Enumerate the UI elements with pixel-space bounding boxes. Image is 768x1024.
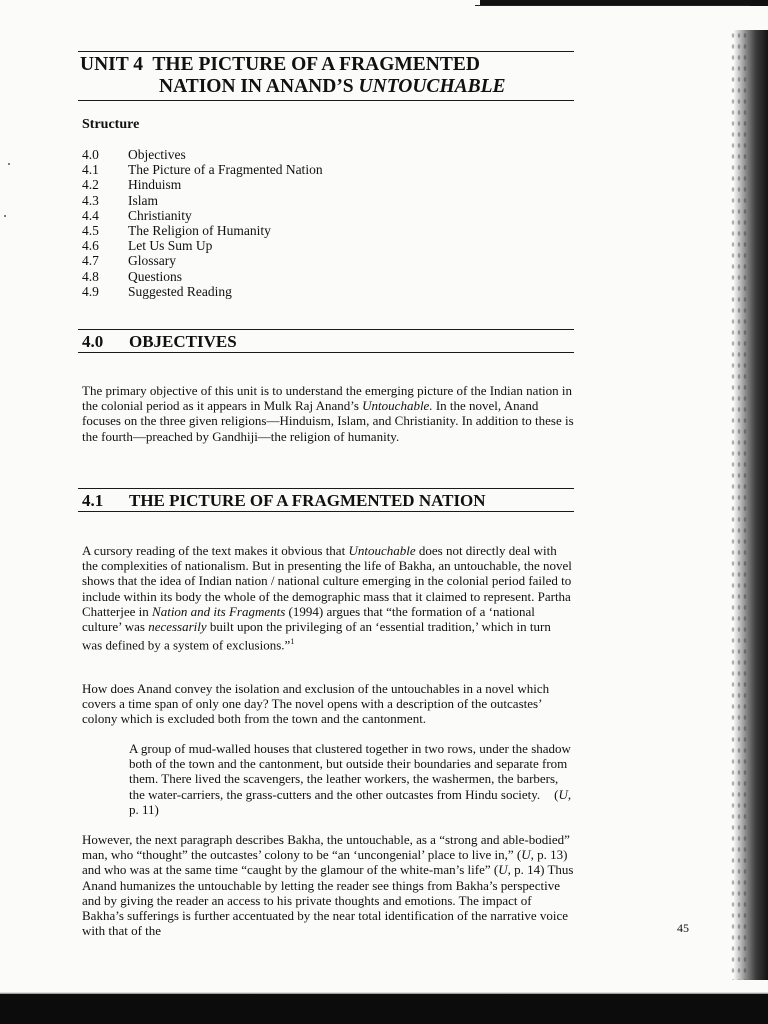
scan-bottom-edge bbox=[0, 994, 768, 1024]
para3-text-2: , p. 13) and who was at the same time “caught by the glamour of the white-man’s life” ( bbox=[82, 847, 568, 878]
para1-italic-3: necessarily bbox=[148, 619, 207, 635]
structure-item bbox=[82, 284, 323, 299]
structure-item-number: 4.9 bbox=[82, 283, 99, 299]
structure-item-label: Hinduism bbox=[128, 177, 182, 193]
structure-item-label: Suggested Reading bbox=[128, 283, 232, 299]
structure-item-label: The Picture of a Fragmented Nation bbox=[128, 162, 323, 178]
para1-text-2: does not directly deal with the complexities of nationalism. But in presenting the life of Bakha, an untouchable, the novel shows that the idea of Indian nation / national culture emerging in the colonial period failed to include within its body the whole of the demographic mass that it claimed to represent. Partha Chatterjee in bbox=[82, 543, 572, 619]
citation-open: ( bbox=[554, 786, 559, 802]
structure-item-number: 4.5 bbox=[82, 223, 99, 239]
structure-heading: Structure bbox=[82, 117, 140, 132]
scan-speck bbox=[4, 215, 6, 217]
structure-item bbox=[82, 147, 323, 162]
page-number: 45 bbox=[677, 921, 689, 935]
objectives-title-italic: Untouchable. bbox=[362, 398, 433, 414]
para1-text-1: A cursory reading of the text makes it obvious that bbox=[82, 543, 349, 558]
structure-item bbox=[82, 193, 323, 208]
section-41-top-rule bbox=[78, 488, 574, 489]
section-41-paragraph-1 bbox=[82, 543, 574, 653]
section-41-heading bbox=[82, 491, 486, 511]
scan-speck bbox=[8, 163, 10, 165]
section-41-paragraph-3 bbox=[82, 832, 574, 938]
structure-item bbox=[82, 269, 323, 284]
structure-item-number: 4.7 bbox=[82, 253, 99, 269]
title-top-rule bbox=[78, 51, 574, 52]
structure-list bbox=[82, 147, 323, 299]
block-quote-text: A group of mud-walled houses that clustered together in two rows, under the shadow both of the town and the cantonment, but outside their boundaries and separate from them. There lived the scavengers, the leather workers, the washermen, the barbers, the water-carriers, the grass-cutters and the other outcastes from Hindu society. bbox=[129, 741, 571, 802]
scan-top-line bbox=[475, 5, 750, 6]
section-41-number: 4.1 bbox=[82, 491, 104, 510]
structure-item bbox=[82, 223, 323, 238]
unit-title-line2-text: NATION IN ANAND’S bbox=[159, 76, 359, 97]
unit-title bbox=[80, 54, 580, 98]
unit-title-line2-italic: UNTOUCHABLE bbox=[358, 76, 506, 97]
objectives-text-2: In the novel, Anand focuses on the three given religions—Hinduism, Islam, and Christianity. In addition to these is the fourth—preached by Gandhiji—the religion of humanity. bbox=[82, 398, 574, 444]
footnote-marker: 1 bbox=[290, 637, 295, 647]
structure-item-number: 4.0 bbox=[82, 147, 99, 162]
structure-item-label: Objectives bbox=[128, 147, 186, 162]
structure-item-number: 4.4 bbox=[82, 207, 99, 223]
structure-item-label: Glossary bbox=[128, 253, 176, 269]
structure-item-label: Questions bbox=[128, 268, 182, 284]
section-40-top-rule bbox=[78, 329, 574, 330]
unit-title-line1: UNIT 4 THE PICTURE OF A FRAGMENTED bbox=[80, 54, 480, 75]
para1-text-3: (1994) argues that “the formation of a ‘national culture’ was bbox=[82, 603, 535, 635]
title-bottom-rule bbox=[78, 100, 574, 101]
block-quote bbox=[129, 741, 575, 817]
structure-item-label: Let Us Sum Up bbox=[128, 238, 213, 254]
structure-item-number: 4.3 bbox=[82, 192, 99, 208]
structure-item bbox=[82, 208, 323, 223]
para1-italic-1: Untouchable bbox=[348, 543, 416, 558]
scan-right-edge-noise bbox=[730, 30, 748, 980]
unit-title-line2 bbox=[80, 76, 580, 98]
section-41-bottom-rule bbox=[78, 511, 574, 512]
structure-item-label: The Religion of Humanity bbox=[128, 223, 271, 239]
structure-item bbox=[82, 238, 323, 253]
para3-italic-1: U bbox=[521, 847, 531, 863]
section-41-paragraph-2: How does Anand convey the isolation and exclusion of the untouchables in a novel which covers a time span of only one day? The novel opens with a description of the outcastes’ colony which is excluded both from the town and the cantonment. bbox=[82, 681, 550, 727]
section-40-title: OBJECTIVES bbox=[129, 332, 237, 351]
structure-item-label: Christianity bbox=[128, 207, 192, 223]
section-40-number: 4.0 bbox=[82, 332, 104, 351]
para3-text-3: , p. 14) Thus Anand humanizes the untouchable by letting the reader see things from Bakha’s perspective and by giving the reader an access to his private thoughts and emotions. The impact of Bakha’s sufferings is further accentuated by the near total identification of the narrative voice with that of the bbox=[82, 862, 574, 939]
structure-item-number: 4.6 bbox=[82, 238, 99, 254]
objectives-text-1: The primary objective of this unit is to understand the emerging picture of the Indian nation in the colonial period as it appears in Mulk Raj Anand’s bbox=[82, 383, 573, 414]
structure-item bbox=[82, 253, 323, 268]
structure-item-number: 4.1 bbox=[82, 162, 99, 178]
para1-text-4: built upon the privileging of an ‘essential tradition,’ which in turn was defined by a system of exclusions.” bbox=[82, 619, 551, 653]
section-41-title: THE PICTURE OF A FRAGMENTED NATION bbox=[129, 491, 486, 510]
para3-text-1: However, the next paragraph describes Bakha, the untouchable, as a “strong and able-bodied” man, who “thought” the outcastes’ colony to be “an ‘uncongenial’ place to live in,” ( bbox=[82, 832, 570, 863]
para3-italic-2: U bbox=[498, 862, 508, 878]
structure-item-number: 4.8 bbox=[82, 268, 99, 284]
objectives-paragraph bbox=[82, 383, 574, 444]
citation-italic: U bbox=[558, 786, 568, 802]
citation-rest: , p. 11) bbox=[129, 786, 572, 817]
structure-item bbox=[82, 177, 323, 192]
structure-item-label: Islam bbox=[128, 192, 158, 208]
para1-italic-2: Nation and its Fragments bbox=[152, 603, 286, 619]
section-40-bottom-rule bbox=[78, 352, 574, 353]
section-40-heading bbox=[82, 332, 237, 352]
structure-item bbox=[82, 162, 323, 177]
structure-item-number: 4.2 bbox=[82, 177, 99, 193]
